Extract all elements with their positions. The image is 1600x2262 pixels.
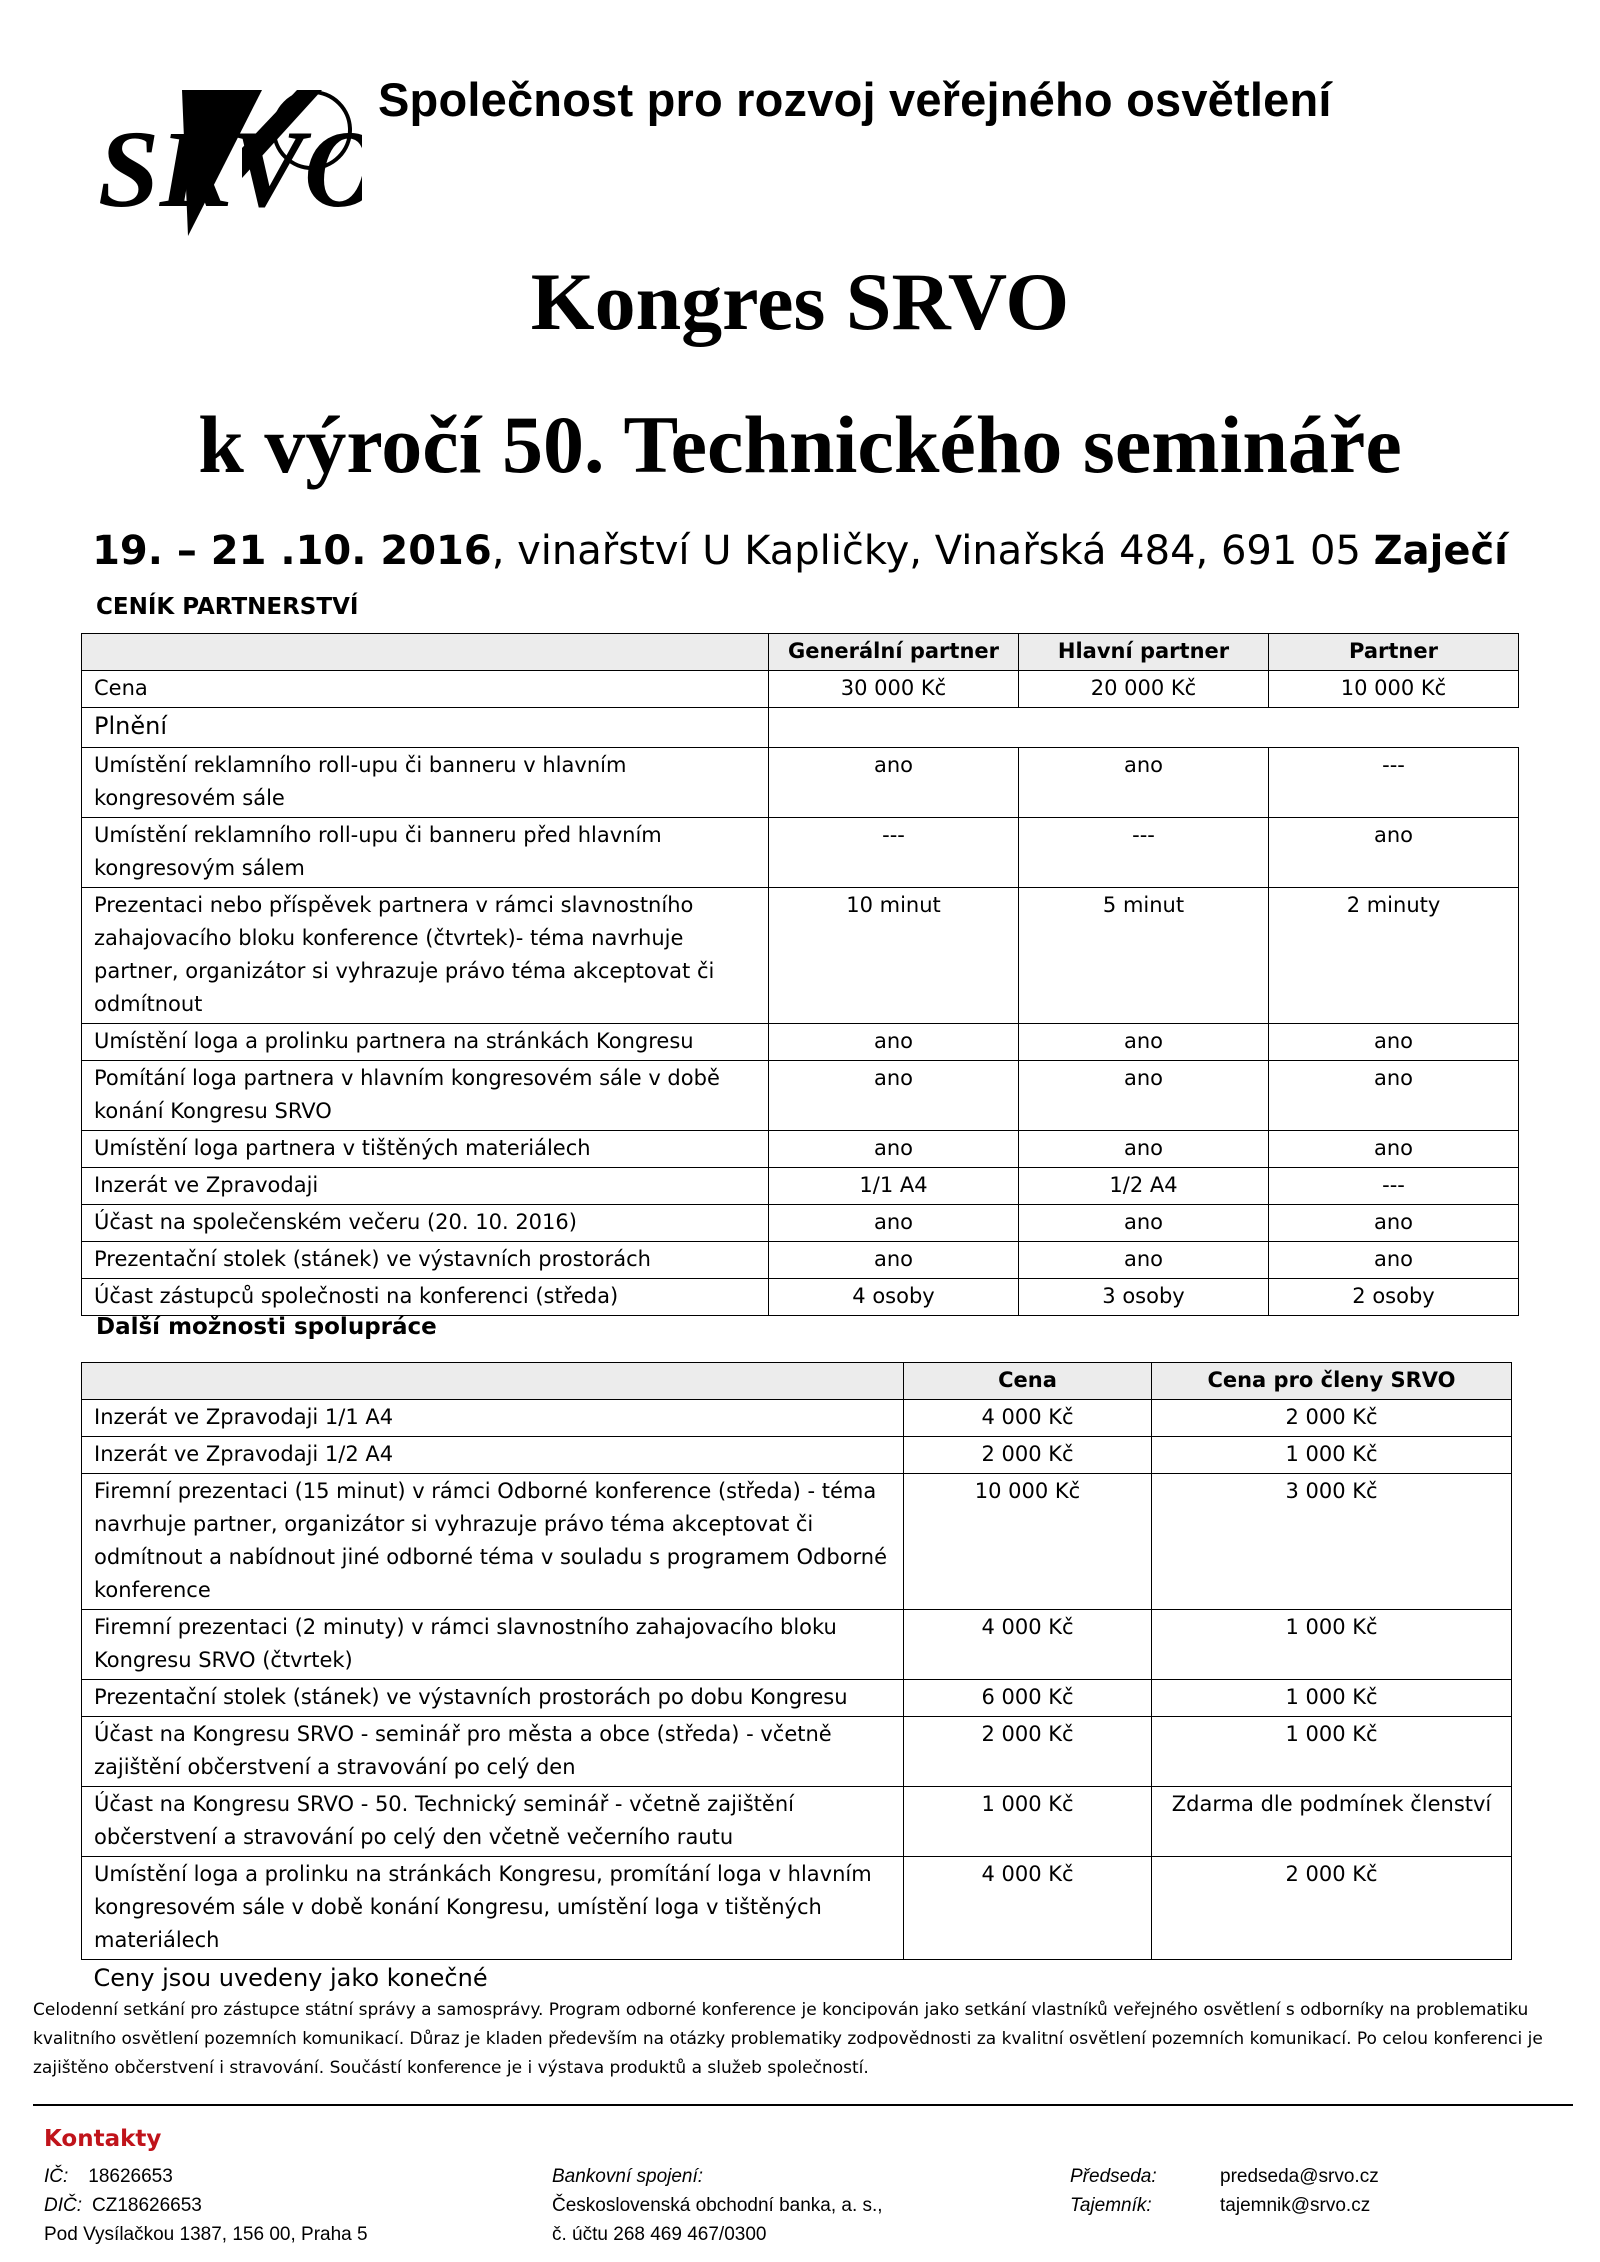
table-row xyxy=(82,1279,1519,1316)
row-label: Umístění reklamního roll-upu či banneru v hlavním kongresovém sále xyxy=(82,748,769,818)
partnership-heading: CENÍK PARTNERSTVÍ xyxy=(96,594,359,620)
table-row xyxy=(82,1400,1512,1437)
value-cell: ano xyxy=(1269,818,1519,888)
value-cell: 10 minut xyxy=(769,888,1019,1024)
row-label: Účast zástupců společnosti na konferenci (středa) xyxy=(82,1279,769,1316)
chair-label: Předseda: xyxy=(1070,2166,1157,2187)
table-row xyxy=(82,1168,1519,1205)
row-label: Umístění loga a prolinku na stránkách Kongresu, promítání loga v hlavním kongresovém sále v době konání Kongresu, umístění loga v tištěných materiálech xyxy=(82,1857,904,1960)
table-row xyxy=(82,1061,1519,1131)
secretary-email[interactable]: tajemnik@srvo.cz xyxy=(1220,2195,1371,2216)
row-label: Firemní prezentaci (2 minuty) v rámci slavnostního zahajovacího bloku Kongresu SRVO (čtvrtek) xyxy=(82,1610,904,1680)
value-cell: 1 000 Kč xyxy=(1152,1717,1512,1787)
value-cell: 1/1 A4 xyxy=(769,1168,1019,1205)
row-label: Účast na Kongresu SRVO - seminář pro města a obce (středa) - včetně zajištění občerstvení a stravování po celý den xyxy=(82,1717,904,1787)
value-cell: Zdarma dle podmínek členství xyxy=(1152,1787,1512,1857)
value-cell: 3 osoby xyxy=(1019,1279,1269,1316)
value-cell: 2 minuty xyxy=(1269,888,1519,1024)
table-row xyxy=(82,1205,1519,1242)
bank-name: Československá obchodní banka, a. s., xyxy=(552,2195,883,2216)
contacts-heading: Kontakty xyxy=(44,2126,162,2152)
table-row xyxy=(82,1024,1519,1061)
value-cell: ano xyxy=(1269,1242,1519,1279)
event-dates: 19. – 21 .10. 2016 xyxy=(92,528,492,574)
table-header-row xyxy=(82,634,1519,671)
event-venue: , vinařství U Kapličky, Vinařská 484, 691 05 xyxy=(491,528,1374,574)
value-cell: ano xyxy=(769,1242,1019,1279)
table-header-row xyxy=(82,1363,1512,1400)
value-cell: ano xyxy=(1269,1205,1519,1242)
row-label: Firemní prezentaci (15 minut) v rámci Odborné konference (středa) - téma navrhuje partner, organizátor si vyhrazuje právo téma akceptovat či odmítnout a nabídnout jiné odborné téma v souladu s programem Odborné konference xyxy=(82,1474,904,1610)
value-cell: ano xyxy=(1019,1131,1269,1168)
table-row xyxy=(82,1242,1519,1279)
value-cell: ano xyxy=(769,748,1019,818)
fulfilment-label-row xyxy=(82,708,1519,748)
value-cell: 2 000 Kč xyxy=(1152,1400,1512,1437)
price-row xyxy=(82,671,1519,708)
table-row xyxy=(82,888,1519,1024)
header-blank-cell xyxy=(82,634,769,671)
contact-address: Pod Vysílačkou 1387, 156 00, Praha 5 xyxy=(44,2224,368,2245)
value-cell: 6 000 Kč xyxy=(904,1680,1152,1717)
value-cell: 1 000 Kč xyxy=(1152,1680,1512,1717)
table-row xyxy=(82,818,1519,888)
value-cell: --- xyxy=(1269,748,1519,818)
row-label: Inzerát ve Zpravodaji 1/1 A4 xyxy=(82,1400,904,1437)
price-cell: 30 000 Kč xyxy=(769,671,1019,708)
column-header: Cena xyxy=(904,1363,1152,1400)
other-options-heading: Další možnosti spolupráce xyxy=(96,1314,437,1340)
other-options-table xyxy=(81,1362,1512,1997)
value-cell: --- xyxy=(769,818,1019,888)
column-header: Hlavní partner xyxy=(1019,634,1269,671)
partnership-table xyxy=(81,633,1519,1316)
value-cell: 4 000 Kč xyxy=(904,1400,1152,1437)
value-cell: ano xyxy=(769,1061,1019,1131)
price-note-row xyxy=(82,1960,1512,1998)
row-label: Cena xyxy=(82,671,769,708)
row-label: Umístění loga a prolinku partnera na stránkách Kongresu xyxy=(82,1024,769,1061)
value-cell: 2 000 Kč xyxy=(1152,1857,1512,1960)
row-label: Inzerát ve Zpravodaji xyxy=(82,1168,769,1205)
page-title: Kongres SRVO xyxy=(530,256,1070,347)
value-cell: 5 minut xyxy=(1019,888,1269,1024)
logo-text: SRVO xyxy=(98,108,362,230)
column-header: Partner xyxy=(1269,634,1519,671)
value-cell: 10 000 Kč xyxy=(904,1474,1152,1610)
value-cell: 1 000 Kč xyxy=(1152,1610,1512,1680)
value-cell: ano xyxy=(1019,1242,1269,1279)
value-cell: ano xyxy=(1019,748,1269,818)
value-cell: ano xyxy=(1019,1024,1269,1061)
table-row xyxy=(82,1787,1512,1857)
value-cell: 1/2 A4 xyxy=(1019,1168,1269,1205)
value-cell: --- xyxy=(1019,818,1269,888)
value-cell: 1 000 Kč xyxy=(1152,1437,1512,1474)
value-cell: 4 000 Kč xyxy=(904,1610,1152,1680)
value-cell: 2 osoby xyxy=(1269,1279,1519,1316)
value-cell: 4 000 Kč xyxy=(904,1857,1152,1960)
contact-dic: DIČ: CZ18626653 xyxy=(44,2195,202,2216)
value-cell: 3 000 Kč xyxy=(1152,1474,1512,1610)
value-cell: ano xyxy=(1019,1061,1269,1131)
column-header: Generální partner xyxy=(769,634,1019,671)
row-label: Umístění reklamního roll-upu či banneru před hlavním kongresovým sálem xyxy=(82,818,769,888)
value-cell: 1 000 Kč xyxy=(904,1787,1152,1857)
event-description: Celodenní setkání pro zástupce státní správy a samosprávy. Program odborné konference je koncipován jako setkání vlastníků veřejného osvětlení s odborníky na problematiku kvalitního osvětlení pozemních komunikací. Důraz je kladen především na otázky problematiky zodpovědnosti za kvalitní osvětlení pozemních komunikací. Po celou konferenci je zajištěno občerstvení i stravování. Součástí konference je i výstava produktů a služeb společností. xyxy=(33,2000,1543,2078)
value-cell: 2 000 Kč xyxy=(904,1437,1152,1474)
column-header: Cena pro členy SRVO xyxy=(1152,1363,1512,1400)
table-row xyxy=(82,1680,1512,1717)
value-cell: --- xyxy=(1269,1168,1519,1205)
row-label: Pomítání loga partnera v hlavním kongresovém sále v době konání Kongresu SRVO xyxy=(82,1061,769,1131)
row-label: Umístění loga partnera v tištěných materiálech xyxy=(82,1131,769,1168)
value-cell: ano xyxy=(1269,1061,1519,1131)
row-label: Prezentační stolek (stánek) ve výstavních prostorách xyxy=(82,1242,769,1279)
bank-label: Bankovní spojení: xyxy=(552,2166,704,2187)
contact-ic: IČ: 18626653 xyxy=(44,2166,173,2187)
organization-name: Společnost pro rozvoj veřejného osvětlení xyxy=(378,73,1332,126)
row-label: Prezentaci nebo příspěvek partnera v rámci slavnostního zahajovacího bloku konference (čtvrtek)- téma navrhuje partner, organizátor si vyhrazuje právo téma akceptovat či odmítnout xyxy=(82,888,769,1024)
table-row xyxy=(82,1437,1512,1474)
value-cell: 4 osoby xyxy=(769,1279,1019,1316)
srvo-logo xyxy=(92,78,362,236)
value-cell: ano xyxy=(769,1131,1019,1168)
table-row xyxy=(82,1610,1512,1680)
value-cell: ano xyxy=(1019,1205,1269,1242)
table-row xyxy=(82,1857,1512,1960)
row-label: Inzerát ve Zpravodaji 1/2 A4 xyxy=(82,1437,904,1474)
price-note: Ceny jsou uvedeny jako konečné xyxy=(93,1964,488,1992)
row-label: Účast na společenském večeru (20. 10. 2016) xyxy=(82,1205,769,1242)
table-row xyxy=(82,1717,1512,1787)
value-cell: ano xyxy=(1269,1131,1519,1168)
row-label: Účast na Kongresu SRVO - 50. Technický seminář - včetně zajištění občerstvení a stravování po celý den včetně večerního rautu xyxy=(82,1787,904,1857)
price-cell: 10 000 Kč xyxy=(1269,671,1519,708)
event-city: Zaječí xyxy=(1373,528,1508,574)
page-subtitle: k výročí 50. Technického semináře xyxy=(198,399,1402,490)
event-details xyxy=(0,528,1600,574)
row-label: Prezentační stolek (stánek) ve výstavních prostorách po dobu Kongresu xyxy=(82,1680,904,1717)
bank-account: č. účtu 268 469 467/0300 xyxy=(552,2224,767,2245)
price-cell: 20 000 Kč xyxy=(1019,671,1269,708)
chair-email[interactable]: predseda@srvo.cz xyxy=(1220,2166,1379,2187)
value-cell: ano xyxy=(1269,1024,1519,1061)
secretary-label: Tajemník: xyxy=(1070,2195,1152,2216)
value-cell: 2 000 Kč xyxy=(904,1717,1152,1787)
header-blank-cell xyxy=(82,1363,904,1400)
fulfilment-spacer xyxy=(769,708,1519,748)
fulfilment-label: Plnění xyxy=(82,708,769,748)
table-row xyxy=(82,748,1519,818)
divider xyxy=(33,2104,1573,2106)
table-row xyxy=(82,1474,1512,1610)
value-cell: ano xyxy=(769,1205,1019,1242)
table-row xyxy=(82,1131,1519,1168)
value-cell: ano xyxy=(769,1024,1019,1061)
